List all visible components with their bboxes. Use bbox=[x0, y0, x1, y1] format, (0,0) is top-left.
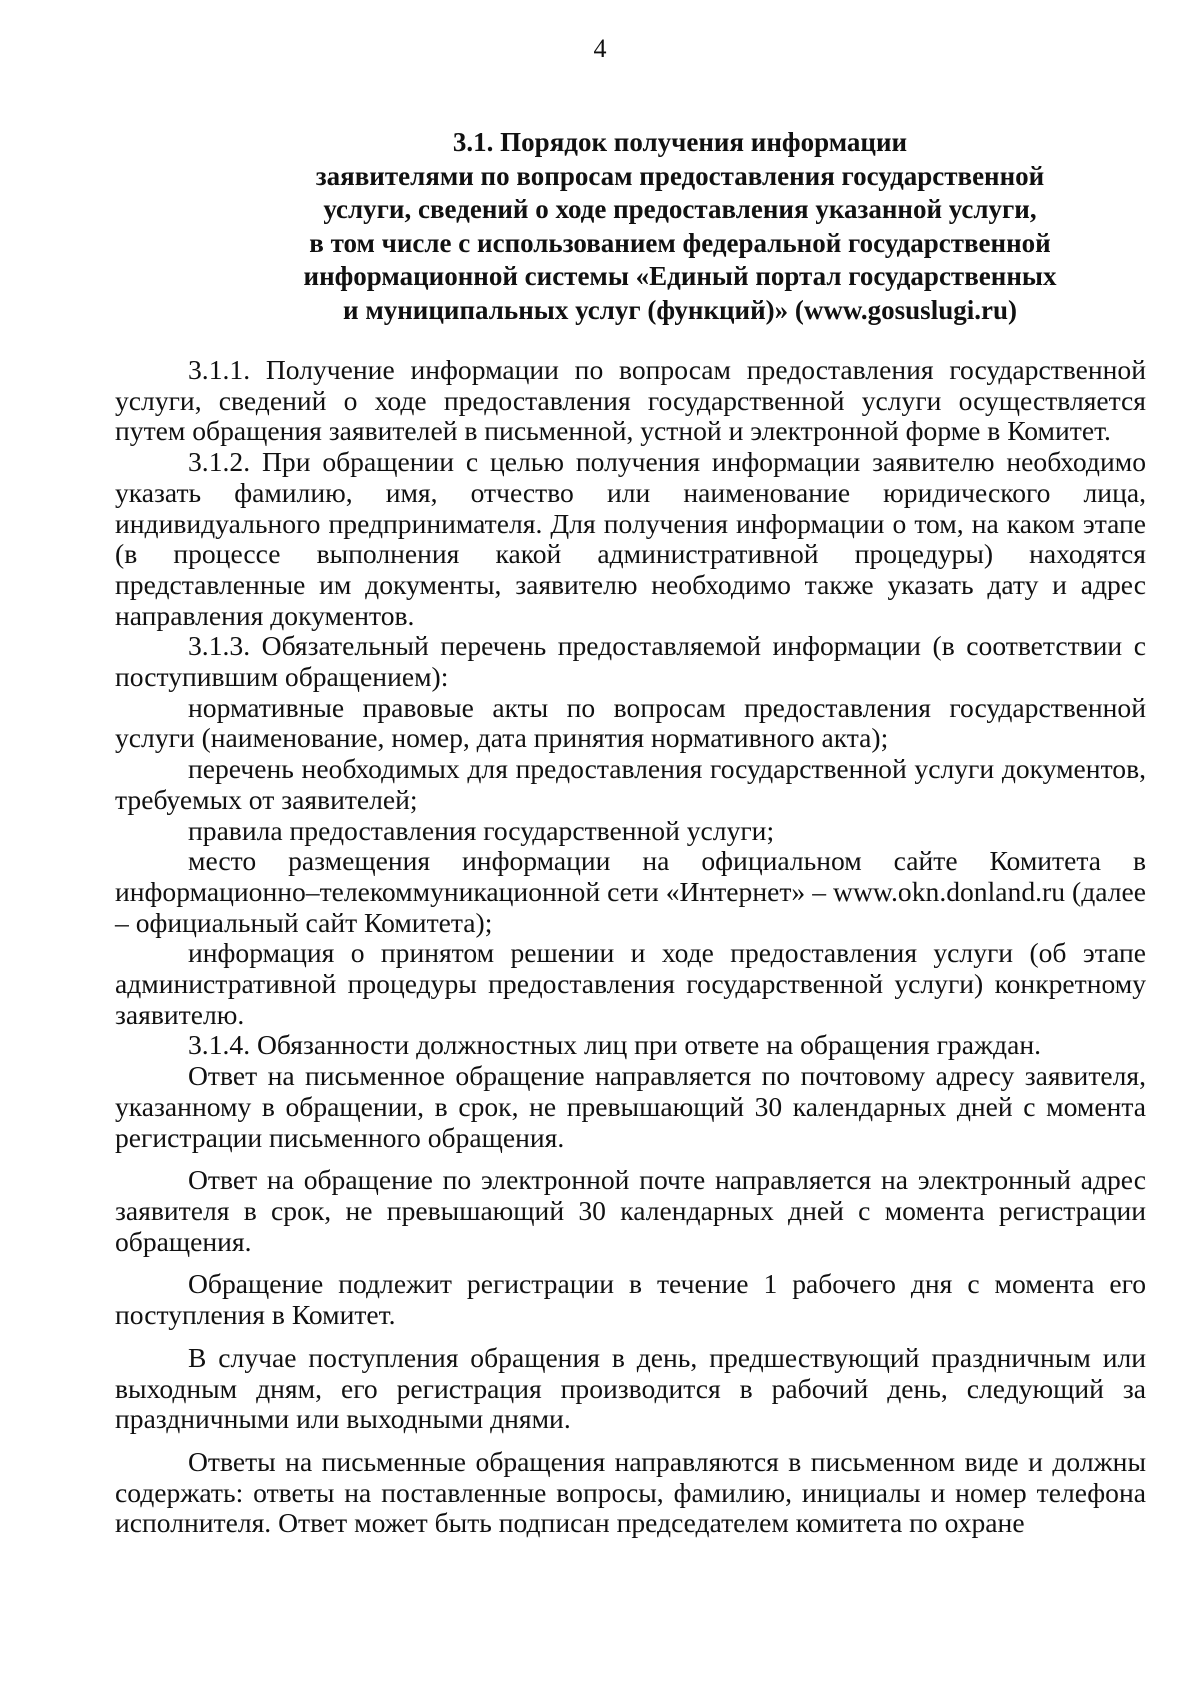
heading-line: заявителями по вопросам предоставления государственной bbox=[315, 160, 1045, 191]
list-item-website: место размещения информации на официальном сайте Комитета в информационно–телекоммуникационной сети «Интернет» – www.okn.donland.ru (далее – официальный сайт Комитета); bbox=[115, 845, 1146, 938]
paragraph-3-1-1: 3.1.1. Получение информации по вопросам предоставления государственной услуги, сведений о ходе предоставления государственной услуги осуществляется путем обращения заявителей в письменной, устной и электронной форме в Комитет. bbox=[115, 354, 1146, 447]
heading-line: 3.1. Порядок получения информации bbox=[452, 127, 908, 157]
heading-line: информационной системы «Единый портал государственных bbox=[303, 261, 1057, 291]
paragraph-3-1-3: 3.1.3. Обязательный перечень предоставляемой информации (в соответствии с поступившим обращением): bbox=[115, 630, 1146, 693]
body-text bbox=[115, 355, 1146, 1539]
paragraph-written-reply: Ответ на письменное обращение направляется по почтовому адресу заявителя, указанному в обращении, в срок, не превышающий 30 календарных дней с момента регистрации письменного обращения. bbox=[115, 1060, 1146, 1153]
list-item-documents: перечень необходимых для предоставления государственной услуги документов, требуемых от заявителей; bbox=[115, 753, 1146, 815]
heading-line: в том числе с использованием федеральной государственной bbox=[309, 227, 1051, 258]
list-item-normative-acts: нормативные правовые акты по вопросам предоставления государственной услуги (наименование, номер, дата принятия нормативного акта); bbox=[115, 691, 1146, 754]
list-item-decision-info: информация о принятом решении и ходе предоставления услуги (об этапе административной процедуры предоставления государственной услуги) конкретному заявителю. bbox=[115, 937, 1146, 1030]
paragraph-registration: Обращение подлежит регистрации в течение 1 рабочего дня с момента его поступления в Комитет. bbox=[115, 1268, 1146, 1331]
list-item-rules: правила предоставления государственной услуги; bbox=[188, 814, 775, 846]
paragraph-email-reply: Ответ на обращение по электронной почте направляется на электронный адрес заявителя в срок, не превышающий 30 календарных дней с момента регистрации обращения. bbox=[115, 1164, 1146, 1257]
section-heading bbox=[240, 126, 1120, 327]
paragraph-3-1-4: 3.1.4. Обязанности должностных лиц при ответе на обращения граждан. bbox=[188, 1029, 1041, 1061]
paragraph-holiday: В случае поступления обращения в день, предшествующий праздничным или выходным дням, его регистрация производится в рабочий день, следующий за праздничными или выходными днями. bbox=[115, 1341, 1146, 1435]
heading-line: услуги, сведений о ходе предоставления указанной услуги, bbox=[323, 194, 1037, 224]
page-number: 4 bbox=[593, 34, 607, 63]
heading-line: и муниципальных услуг (функций)» (www.gosuslugi.ru) bbox=[343, 294, 1017, 325]
paragraph-reply-content: Ответы на письменные обращения направляются в письменном виде и должны содержать: ответы на поставленные вопросы, фамилию, инициалы и номер телефона исполнителя. Ответ может быть подписан председателем комитета по охране bbox=[115, 1445, 1146, 1539]
paragraph-3-1-2: 3.1.2. При обращении с целью получения информации заявителю необходимо указать фамилию, имя, отчество или наименование юридического лица, индивидуального предпринимателя. Для получения информации о том, на каком этапе (в процессе выполнения какой административной процедуры) находятся представленные им документы, заявителю необходимо также указать дату и адрес направления документов. bbox=[115, 446, 1146, 631]
